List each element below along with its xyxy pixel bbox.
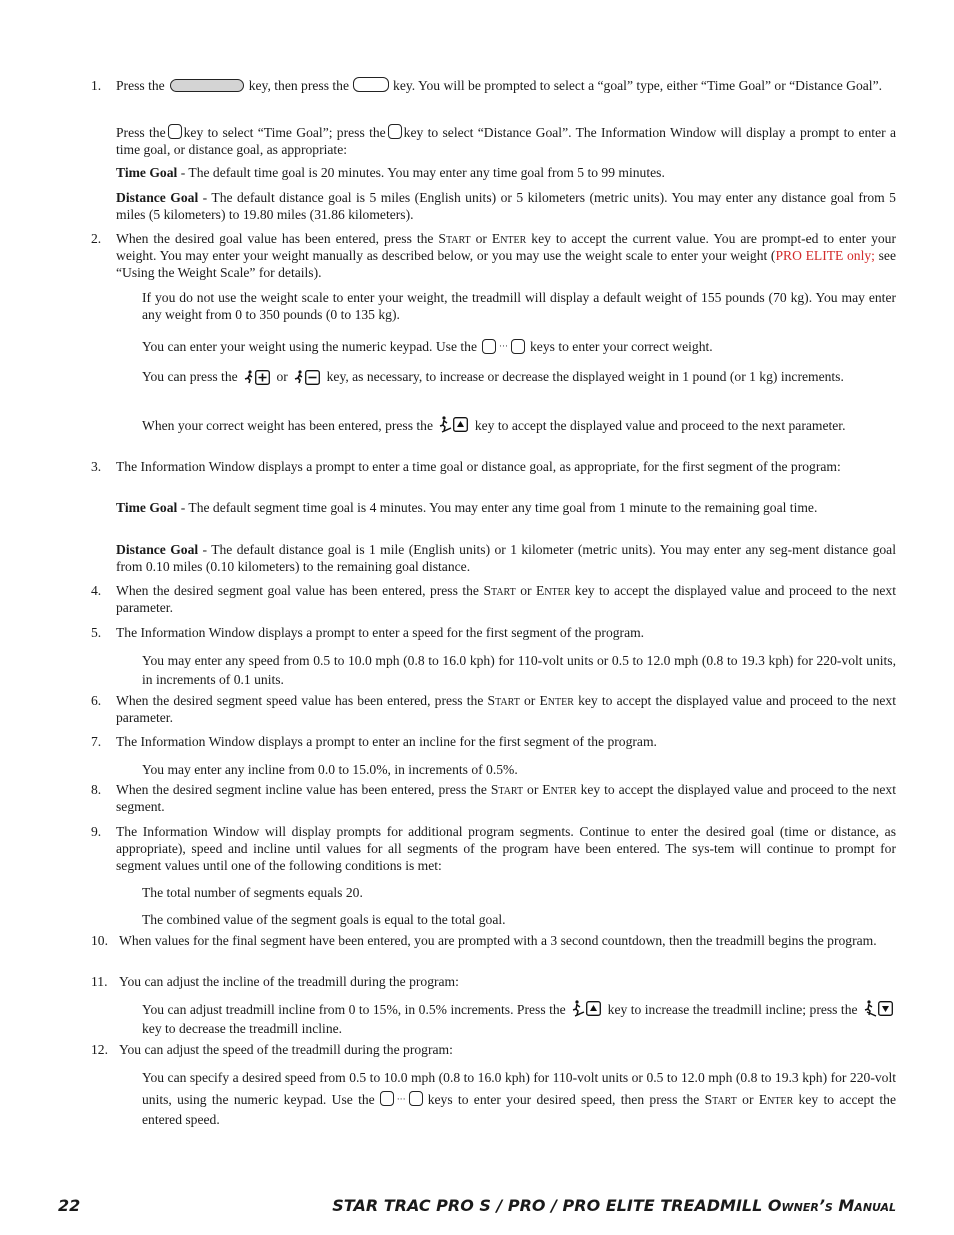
incline-up-key-icon bbox=[439, 416, 468, 433]
step-11-text: You can adjust the incline of the treadmill during the program: bbox=[119, 974, 459, 989]
incline-up-key-icon bbox=[572, 1000, 601, 1017]
runner-minus-key-icon bbox=[294, 370, 320, 385]
step-12-text: You can adjust the speed of the treadmill during the program: bbox=[119, 1042, 453, 1057]
step-5-speed-range: You may enter any speed from 0.5 to 10.0 mph (0.8 to 16.0 kph) for 110-volt units or 0.5 to 12.0 mph (0.8 to 19.3 kph) for 220-volt units, in increments of 0.1 units. bbox=[142, 653, 896, 687]
step-2-default-weight: If you do not use the weight scale to enter your weight, the treadmill will display a default weight of 155 pounds (70 kg). You may enter any weight from 0 to 350 pounds (0 to 135 kg). bbox=[142, 290, 896, 322]
step-number: 8. bbox=[91, 782, 102, 797]
numeric-keypad-range-icon: ··· bbox=[480, 338, 527, 355]
footer-manual-title: STAR TRAC PRO S / PRO / PRO ELITE TREADMILL Owner’s Manual bbox=[332, 1196, 896, 1215]
step-number: 7. bbox=[91, 734, 102, 749]
step-9-text: The Information Window will display prompts for additional program segments. Continue to enter the desired goal (time or distance, as appropriate), speed and incline until values for all segments of the program have been entered. The sys-tem will continue to prompt for segment values until one of the following conditions is met: bbox=[116, 824, 896, 873]
blank-key-icon bbox=[388, 124, 402, 139]
numeric-keypad-range-icon: ··· bbox=[378, 1089, 425, 1110]
step-3-time-goal: Time Goal - The default segment time goal is 4 minutes. You may enter any time goal from 1 minute to the remaining goal time. bbox=[116, 500, 818, 515]
step-number: 10. bbox=[91, 933, 108, 948]
step-1-select-goal: Press the key to select “Time Goal”; press the key to select “Distance Goal”. The Information Window will display a prompt to enter a time goal, or distance goal, as appropriate: bbox=[116, 125, 896, 157]
runner-plus-key-icon bbox=[244, 370, 270, 385]
step-number: 5. bbox=[91, 625, 102, 640]
step-12-adjust-speed: You can specify a desired speed from 0.5 to 10.0 mph (0.8 to 16.0 kph) for 110-volt units or 0.5 to 12.0 mph (0.8 to 19.3 kph) for 220-volt units, using the numeric keypad. Use the ··· keys to enter your desired speed, then press the Start or Enter key to accept the entered speed. bbox=[142, 1070, 896, 1127]
step-6-text: When the desired segment speed value has been entered, press the Start or Enter key to accept the displayed value and proceed to the next parameter. bbox=[116, 693, 896, 725]
step-3-text: The Information Window displays a prompt to enter a time goal or distance goal, as appropriate, for the first segment of the program: bbox=[116, 459, 841, 474]
step-number: 9. bbox=[91, 824, 102, 839]
step-number: 11. bbox=[91, 974, 108, 989]
step-2-keypad: You can enter your weight using the numeric keypad. Use the ··· keys to enter your correct weight. bbox=[142, 339, 713, 354]
step-number: 12. bbox=[91, 1042, 108, 1057]
step-1-text: Press the key, then press the key. You will be prompted to select a “goal” type, either “Time Goal” or “Distance Goal”. bbox=[116, 78, 882, 93]
incline-down-key-icon bbox=[864, 1000, 893, 1017]
step-3-distance-goal: Distance Goal - The default distance goal is 1 mile (English units) or 1 kilometer (metric units). You may enter any seg-ment distance goal from 0.10 miles (0.10 kilometers) to the remaining goal distance. bbox=[116, 542, 896, 574]
step-2-adjust-weight: You can press the or key, as necessary, to increase or decrease the displayed weight in 1 pound (or 1 kg) increments. bbox=[142, 369, 844, 384]
step-4-text: When the desired segment goal value has been entered, press the Start or Enter key to accept the displayed value and proceed to the next parameter. bbox=[116, 583, 896, 615]
step-1-distance-goal: Distance Goal - The default distance goal is 5 miles (English units) or 5 kilometers (metric units). You may enter any distance goal from 5 miles (5 kilometers) to 19.80 miles (31.86 kilometers). bbox=[116, 190, 896, 222]
step-5-text: The Information Window displays a prompt to enter a speed for the first segment of the program. bbox=[116, 625, 645, 640]
blank-key-icon bbox=[353, 77, 389, 92]
step-number: 4. bbox=[91, 583, 102, 598]
step-7-incline-range: You may enter any incline from 0.0 to 15.0%, in increments of 0.5%. bbox=[142, 762, 518, 777]
step-1-time-goal: Time Goal - The default time goal is 20 minutes. You may enter any time goal from 5 to 99 minutes. bbox=[116, 165, 665, 180]
program-key-icon bbox=[170, 79, 244, 92]
page-number: 22 bbox=[58, 1196, 81, 1215]
step-number: 2. bbox=[91, 231, 102, 246]
pro-elite-note: PRO ELITE only; bbox=[775, 248, 875, 263]
blank-key-icon bbox=[168, 124, 182, 139]
step-9-condition-2: The combined value of the segment goals is equal to the total goal. bbox=[142, 912, 506, 927]
step-2-text: When the desired goal value has been entered, press the Start or Enter key to accept the current value. You are prompt-ed to enter your weight. You may enter your weight manually as described below, or you may use the weight scale to enter your weight (PRO ELITE only; see “Using the Weight Scale” for details). bbox=[116, 231, 896, 280]
step-10-text: When values for the final segment have been entered, you are prompted with a 3 second countdown, then the treadmill begins the program. bbox=[119, 933, 877, 948]
step-8-text: When the desired segment incline value has been entered, press the Start or Enter key to accept the displayed value and proceed to the next segment. bbox=[116, 782, 897, 814]
step-11-adjust-incline: You can adjust treadmill incline from 0 to 15%, in 0.5% increments. Press the key to increase the treadmill incline; press the key to decrease the treadmill incline. bbox=[142, 1000, 896, 1038]
step-7-text: The Information Window displays a prompt to enter an incline for the first segment of the program. bbox=[116, 734, 657, 749]
step-number: 6. bbox=[91, 693, 102, 708]
step-number: 1. bbox=[91, 78, 102, 93]
step-number: 3. bbox=[91, 459, 102, 474]
step-2-accept-weight: When your correct weight has been entered, press the key to accept the displayed value and proceed to the next parameter. bbox=[142, 418, 846, 433]
step-9-condition-1: The total number of segments equals 20. bbox=[142, 885, 363, 900]
